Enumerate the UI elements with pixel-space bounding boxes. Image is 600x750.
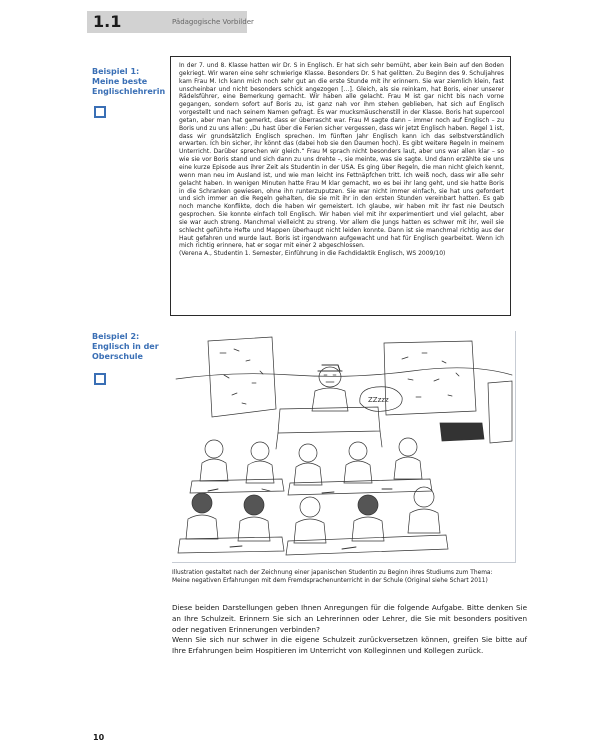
example2-checkbox[interactable] — [94, 373, 106, 385]
example1-label — [92, 67, 165, 97]
blackboard-scribbles — [220, 349, 263, 404]
caption-line: Meine negativen Erfahrungen mit dem Fremdsprachenunterricht in der Schule (Original siehe Schart 2011) — [172, 577, 488, 584]
right-board-scribbles — [402, 353, 459, 397]
student-row-1 — [200, 438, 422, 485]
desk-legs — [276, 431, 382, 449]
sleep-text: ZZzzz — [368, 396, 389, 404]
desk-row-2-right — [286, 535, 448, 555]
caption-line: Illustration gestaltet nach der Zeichnung einer japanischen Studentin zu Beginn ihres Studiums zum Thema: — [172, 570, 493, 576]
left-blackboard — [208, 337, 276, 417]
student-row-2 — [186, 487, 440, 543]
task-text — [172, 603, 527, 657]
example2-label — [92, 332, 159, 362]
task-paragraph-2: Wenn Sie sich nur schwer in die eigene Schulzeit zurückversetzen können, greifen Sie bitte auf Ihre Erfahrungen beim Hospitieren im Unterricht von Kolleginnen und Kollegen zurück. — [172, 635, 527, 656]
example2-label-line: Beispiel 2: — [92, 332, 140, 341]
chapter-title: Pädagogische Vorbilder — [172, 18, 254, 26]
example1-label-line: Beispiel 1: — [92, 67, 140, 76]
teacher-head — [319, 367, 341, 387]
dark-board — [440, 423, 484, 441]
example1-label-line: Englischlehrerin — [92, 87, 166, 96]
desk-row-2-left — [178, 537, 284, 553]
classroom-sketch — [172, 331, 516, 563]
example1-checkbox[interactable] — [94, 106, 106, 118]
example1-label-line: Meine beste — [92, 77, 148, 86]
wall-line — [176, 368, 512, 379]
desk-row-1-right — [288, 479, 432, 495]
task-paragraph-1: Diese beiden Darstellungen geben Ihnen Anregungen für die folgende Aufgabe. Bitte denken Sie an Ihre Schulzeit. Erinnern Sie sich an Lehrerinnen oder Lehrer, die Sie mit besonders positiven oder negativen Erinnerungen verbinden? — [172, 603, 527, 634]
illustration-caption — [172, 570, 522, 586]
chapter-number: 1.1 — [93, 12, 122, 31]
example2-label-line: Englisch in der — [92, 342, 159, 351]
page-number: 10 — [93, 733, 105, 742]
example2-label-line: Oberschule — [92, 352, 143, 361]
quote-source: (Verena A., Studentin 1. Semester, Einführung in die Fachdidaktik Englisch, WS 2009/10) — [179, 250, 446, 258]
example1-quote-box — [170, 56, 511, 316]
right-blackboard — [384, 341, 476, 415]
classroom-illustration — [172, 331, 516, 563]
quote-text: In der 7. und 8. Klasse hatten wir Dr. S in Englisch. Er hat sich sehr bemüht, aber kein Bein auf den Boden gekriegt. Wir waren eine sehr schwierige Klasse. Besonders Dr. S hat gelitten. Zu Beginn des 9. Schuljahres kam Frau M. Ich kann mich noch sehr gut an die erste Stunde mit ihr erinnern. Sie war ziemlich klein, fast unscheinbar und nicht besonders schick angezogen […]. Gleich, als sie reinkam, hat Boris, einer unserer Rädelsführer, eine Bemerkung gemacht. Wir haben alle gelacht. Frau M ist gar nicht bis nach vorne gegangen, sondern sofort auf Boris zu, ist ganz nah vor ihm stehen geblieben, hat sich auf Englisch vorgestellt und nach seinem Namen gefragt. Es war mucksmäuschenstill in der Klasse. Boris hat supercool getan, aber man hat gemerkt, dass er überrascht war. Frau M sagte dann – immer noch auf Englisch – zu Boris und zu uns allen: „Du hast über die Ferien sicher vergessen, dass wir jetzt Englisch haben. Regel 1 ist, dass wir grundsätzlich Englisch sprechen. Im fünften Jahr Englisch kann ich das selbstverständlich erwarten. Ich bin sicher, ihr könnt das (dabei hob sie den Daumen hoch). Es gibt weitere Regeln in meinem Unterricht. Darüber sprechen wir gleich.“ Frau M sprach nicht besonders laut, aber uns war allen klar – so wie sie vor Boris stand und sich dann zu uns drehte –, sie meinte, was sie sagte. Und dann erzählte sie uns eine kurze Episode aus ihrer Zeit als Studentin in der USA. Es ging über Regeln, die man nicht gleich kennt, wenn man neu im Ausland ist, und wie man leicht ins Fettnäpfchen tritt. Ich weiß noch, dass wir alle sehr gelacht haben. In wenigen Minuten hatte Frau M klar gemacht, wo es bei ihr lang geht, und sie hatte Boris in die Schranken gewiesen, ohne ihn runterzuputzen. Sie war nicht immer einfach, sie hat uns gefordert und sich immer an die Regeln gehalten, die sie mit ihr in den ersten Stunden vereinbart hatten. Es gab noch manche Konflikte, doch die haben wir gemeistert. Ich glaube, wir haben mit ihr fast nie Deutsch gesprochen. Sie konnte einfach toll Englisch. Wir haben viel mit ihr experimentiert und viel gelacht, aber sie war auch streng. Manchmal vielleicht zu streng. Vor allem die Jungs hatten es schwer mit ihr, weil sie schlecht geführte Hefte und Mappen überhaupt nicht leiden konnte. Dann ist sie manchmal richtig aus der Haut gefahren und wurde laut. Boris ist irgendwann aufgewacht und hat für Englisch gearbeitet. Wenn ich mich richtig erinnere, hat er sogar mit einer 2 abgeschlossen. — [179, 62, 504, 250]
window — [488, 381, 512, 443]
